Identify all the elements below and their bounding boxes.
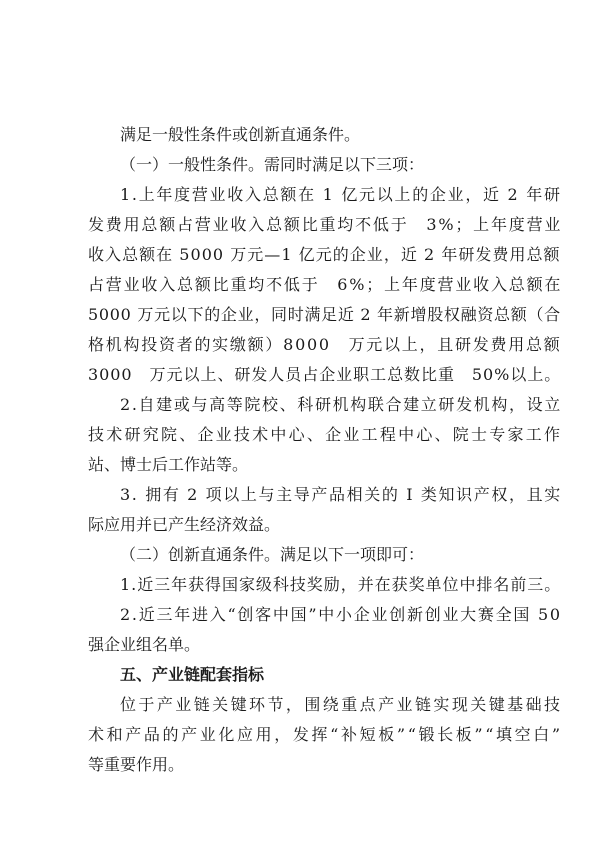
paragraph-line: 满足一般性条件或创新直通条件。 [120, 125, 361, 144]
paragraph-line: 强企业组名单。 [88, 635, 201, 654]
paragraph-line: 2.近三年进入“创客中国”中小企业创新创业大赛全国 50 [120, 605, 562, 624]
paragraph-line: 1.近三年获得国家级科技奖励，并在获奖单位中排名前三。 [120, 575, 562, 594]
section-title-industry-chain: 五、产业链配套指标 [120, 665, 265, 684]
paragraph-line: 3000 万元以上、研发人员占企业职工总数比重 50%以上。 [88, 365, 562, 384]
paragraph-line: 1.上年度营业收入总额在 1 亿元以上的企业，近 2 年研 [120, 185, 562, 204]
paragraph-line: 际应用并已产生经济效益。 [88, 515, 281, 534]
paragraph-line: 3. 拥有 2 项以上与主导产品相关的 Ⅰ 类知识产权，且实 [120, 485, 562, 504]
paragraph-line: 5000 万元以下的企业，同时满足近 2 年新增股权融资总额（合 [88, 305, 561, 324]
paragraph-line: 位于产业链关键环节，围绕重点产业链实现关键基础技 [120, 695, 563, 714]
paragraph-line: 等重要作用。 [88, 755, 185, 774]
paragraph-line: 2.自建或与高等院校、科研机构联合建立研发机构，设立 [120, 395, 562, 414]
paragraph-line: 发费用总额占营业收入总额比重均不低于 3%；上年度营业 [88, 215, 563, 234]
section-heading-innovation-conditions: （二）创新直通条件。满足以下一项即可： [120, 545, 425, 564]
paragraph-line: 占营业收入总额比重均不低于 6%；上年度营业收入总额在 [88, 275, 563, 294]
paragraph-line: 站、博士后工作站等。 [88, 455, 249, 474]
paragraph-line: 技术研究院、企业技术中心、企业工程中心、院士专家工作 [88, 425, 563, 444]
paragraph-line: 术和产品的产业化应用，发挥“补短板”“锻长板”“填空白” [88, 725, 563, 744]
paragraph-line: 收入总额在 5000 万元—1 亿元的企业，近 2 年研发费用总额 [88, 245, 561, 264]
section-heading-general-conditions: （一）一般性条件。需同时满足以下三项： [120, 155, 425, 174]
paragraph-line: 格机构投资者的实缴额）8000 万元以上，且研发费用总额 [88, 335, 562, 354]
